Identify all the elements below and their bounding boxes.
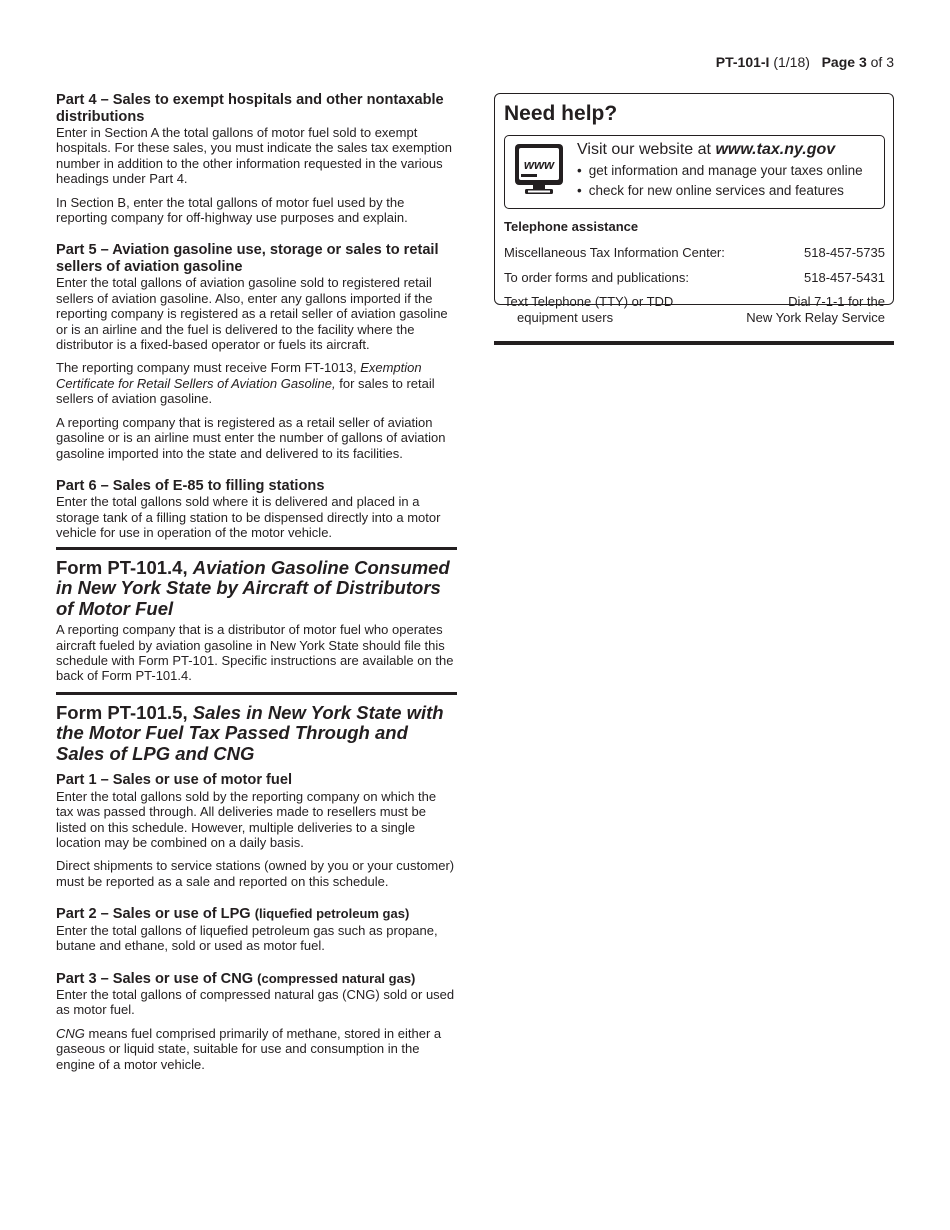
form5-part2-para1: Enter the total gallons of liquefied petroleum gas such as propane, butane and ethane, sold or used as motor fuel. — [56, 922, 438, 954]
left-column — [56, 92, 457, 1072]
website-link[interactable]: www.tax.ny.gov — [715, 141, 836, 158]
website-box — [504, 135, 885, 209]
page-number: 3 — [858, 54, 867, 70]
phone-number: 518-457-5431 — [804, 269, 885, 285]
form5-part3-para2: CNG means fuel comprised primarily of methane, stored in either a gaseous or liquid state, suitable for use and consumption in the engine of a motor vehicle. — [56, 1025, 442, 1072]
section-divider — [56, 692, 457, 695]
part5-para2: The reporting company must receive Form FT-1013, Exemption Certificate for Retail Sellers of Aviation Gasoline, for sales to retail sellers of aviation gasoline. — [56, 360, 435, 407]
form5-part3-para1: Enter the total gallons of compressed natural gas (CNG) sold or used as motor fuel. — [56, 987, 455, 1018]
visit-website-line: Visit our website at www.tax.ny.gov — [577, 141, 836, 158]
need-help-title: Need help? — [504, 102, 618, 125]
website-bullets — [577, 161, 863, 201]
form5-part1-title: Part 1 – Sales or use of motor fuel — [56, 772, 293, 789]
form5-part1-para2: Direct shipments to service stations (owned by you or your customer) must be reported as a sale and reported on this schedule. — [56, 858, 455, 889]
phone-label: Miscellaneous Tax Information Center: — [504, 245, 725, 260]
phone-row-forms — [504, 270, 885, 286]
bullet-online-services: • check for new online services and features — [577, 181, 863, 201]
part6-section — [56, 478, 457, 541]
part4-para1: Enter in Section A the total gallons of motor fuel sold to exempt hospitals. For these sales, you must indicate the sales tax exemption number in addition to the other information requested in the various headings under Part 4. — [56, 125, 452, 187]
page-header — [716, 54, 894, 70]
form5-part2-title: Part 2 – Sales or use of LPG (liquefied petroleum gas) — [56, 906, 410, 923]
part4-title: Part 4 – Sales to exempt hospitals and other nontaxable distributions — [56, 92, 444, 125]
page-label: Page — [821, 54, 856, 70]
right-column-divider — [494, 341, 894, 345]
phone-row-tty — [504, 294, 885, 325]
part4-para2: In Section B, enter the total gallons of motor fuel used by the reporting company for off-highway use purposes and explain. — [56, 194, 408, 226]
form5-part1-para1: Enter the total gallons sold by the reporting company on which the tax was passed through. All deliveries made to resellers must be listed on this schedule. However, multiple deliveries to a single location may be combined on a daily basis. — [56, 788, 437, 850]
page-total: of 3 — [870, 54, 894, 70]
part5-section — [56, 242, 457, 460]
form-revision: (1/18) — [773, 54, 810, 70]
part5-para3: A reporting company that is registered as a retail seller of aviation gasoline or is an airline must enter the number of gallons of aviation gasoline imported into the state and delivered to its facilities. — [56, 414, 446, 461]
website-text — [577, 140, 863, 201]
form-pt101-4-section — [56, 558, 457, 684]
telephone-heading: Telephone assistance — [504, 219, 639, 234]
section-divider — [56, 547, 457, 550]
form5-part3-title: Part 3 – Sales or use of CNG (compressed natural gas) — [56, 970, 416, 987]
form-pt101-5-section — [56, 703, 457, 1072]
phone-number: 518-457-5735 — [804, 245, 885, 260]
tty-value: Dial 7-1-1 for the New York Relay Service — [746, 294, 885, 325]
www-icon-label: www — [523, 157, 555, 172]
computer-monitor-icon — [514, 143, 564, 200]
tty-label: Text Telephone (TTY) or TDD equipment users — [504, 294, 674, 325]
bullet-manage-taxes: • get information and manage your taxes online — [577, 161, 863, 181]
part6-para1: Enter the total gallons sold where it is delivered and placed in a storage tank of a filling station to be dispensed directly into a motor vehicle for use in operation of the motor vehicle. — [56, 494, 441, 541]
form-pt101-4-para: A reporting company that is a distributor of motor fuel who operates aircraft fueled by aviation gasoline in New York State should file this schedule with Form PT-101. Specific instructions are available on the back of Form PT-101.4. — [56, 622, 454, 684]
form-id: PT-101-I — [715, 54, 770, 70]
form-pt101-4-title: Form PT-101.4, Aviation Gasoline Consumed in New York State by Aircraft of Distributors of Motor Fuel — [56, 556, 450, 619]
phone-row-misc — [504, 245, 885, 261]
form-pt101-5-title: Form PT-101.5, Sales in New York State with the Motor Fuel Tax Passed Through and Sales of LPG and CNG — [56, 701, 444, 764]
need-help-box — [494, 93, 894, 325]
part6-title: Part 6 – Sales of E-85 to filling stations — [56, 477, 325, 494]
right-column — [494, 93, 894, 345]
phone-label: To order forms and publications: — [504, 269, 689, 285]
part5-title: Part 5 – Aviation gasoline use, storage or sales to retail sellers of aviation gasoline — [56, 242, 439, 275]
part5-para1: Enter the total gallons of aviation gasoline sold to registered retail sellers of aviation gasoline. Also, enter any gallons imported if the reporting company is registered as a retail seller of aviation gasoline or is an airline and the fuel is delivered to the facility where the distributor is a fixed-based operator or fuels its aircraft. — [56, 275, 448, 353]
part4-section — [56, 92, 457, 225]
